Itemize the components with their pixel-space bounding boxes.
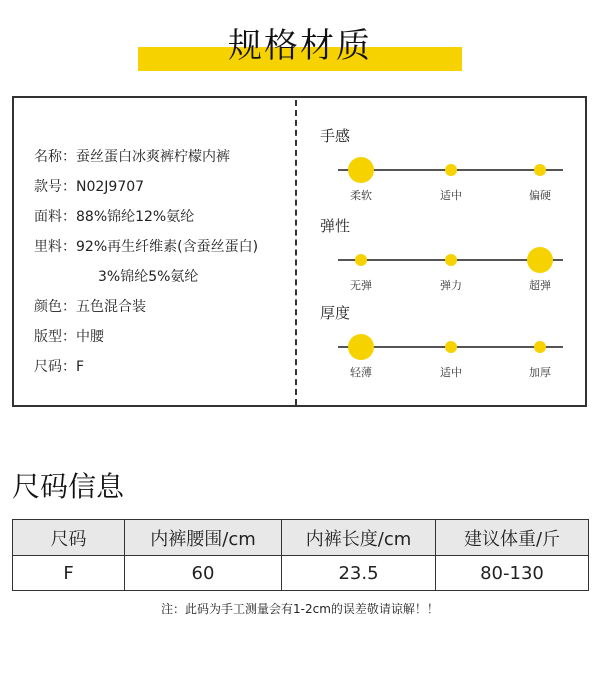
scale-dot-selected [348, 157, 374, 183]
scale-dot [534, 164, 546, 176]
spec-row: 版型：中腰 [34, 329, 104, 345]
size-table-header-cell: 内裤长度/cm [282, 520, 436, 556]
scale-label: 适中 [440, 366, 462, 379]
size-table-cell: F [13, 556, 125, 591]
size-table-body [13, 556, 589, 591]
size-section-title: 尺码信息 [12, 470, 125, 503]
spec-row: 里料：92%再生纤维素(含蚕丝蛋白) [34, 239, 259, 255]
scale-dot-selected [527, 247, 553, 273]
scale-label: 超弹 [529, 279, 551, 292]
scale-dot [445, 164, 457, 176]
attribute-title: 厚度 [320, 304, 351, 322]
spec-row: 尺码：F [34, 359, 85, 375]
scale-label: 加厚 [529, 366, 551, 379]
size-table-cell: 80-130 [436, 556, 589, 591]
scale-dot [534, 341, 546, 353]
scale-label: 适中 [440, 189, 462, 202]
scale-label: 偏硬 [529, 189, 551, 202]
scale-dot-selected [348, 334, 374, 360]
table-row [13, 556, 589, 591]
size-table [12, 519, 589, 591]
spec-row: 3%锦纶5%氨纶 [98, 269, 199, 285]
spec-box [12, 96, 587, 407]
spec-row: 名称：蚕丝蛋白冰爽裤柠檬内裤 [34, 149, 230, 165]
spec-row: 颜色：五色混合装 [34, 299, 146, 315]
attribute-title: 手感 [320, 127, 351, 145]
dashed-divider [295, 100, 297, 405]
measurement-note: 注：此码为手工测量会有1-2cm的误差敬请谅解！！ [161, 602, 439, 616]
scale-dot [445, 254, 457, 266]
size-table-header-cell: 建议体重/斤 [436, 520, 589, 556]
scale-dot [445, 341, 457, 353]
attribute-title: 弹性 [320, 217, 351, 235]
scale-label: 无弹 [350, 279, 372, 292]
size-table-header-cell: 尺码 [13, 520, 125, 556]
size-table-cell: 23.5 [282, 556, 436, 591]
scale-dot [355, 254, 367, 266]
size-table-cell: 60 [125, 556, 282, 591]
size-table-header-cell: 内裤腰围/cm [125, 520, 282, 556]
scale-label: 轻薄 [350, 366, 372, 379]
scale-label: 弹力 [440, 279, 462, 292]
page-title: 规格材质 [228, 26, 372, 66]
spec-list [34, 142, 258, 382]
scale-label: 柔软 [350, 189, 372, 202]
size-table-header [13, 520, 589, 556]
spec-row: 款号：N02J9707 [34, 179, 145, 195]
spec-row: 面料：88%锦纶12%氨纶 [34, 209, 195, 225]
